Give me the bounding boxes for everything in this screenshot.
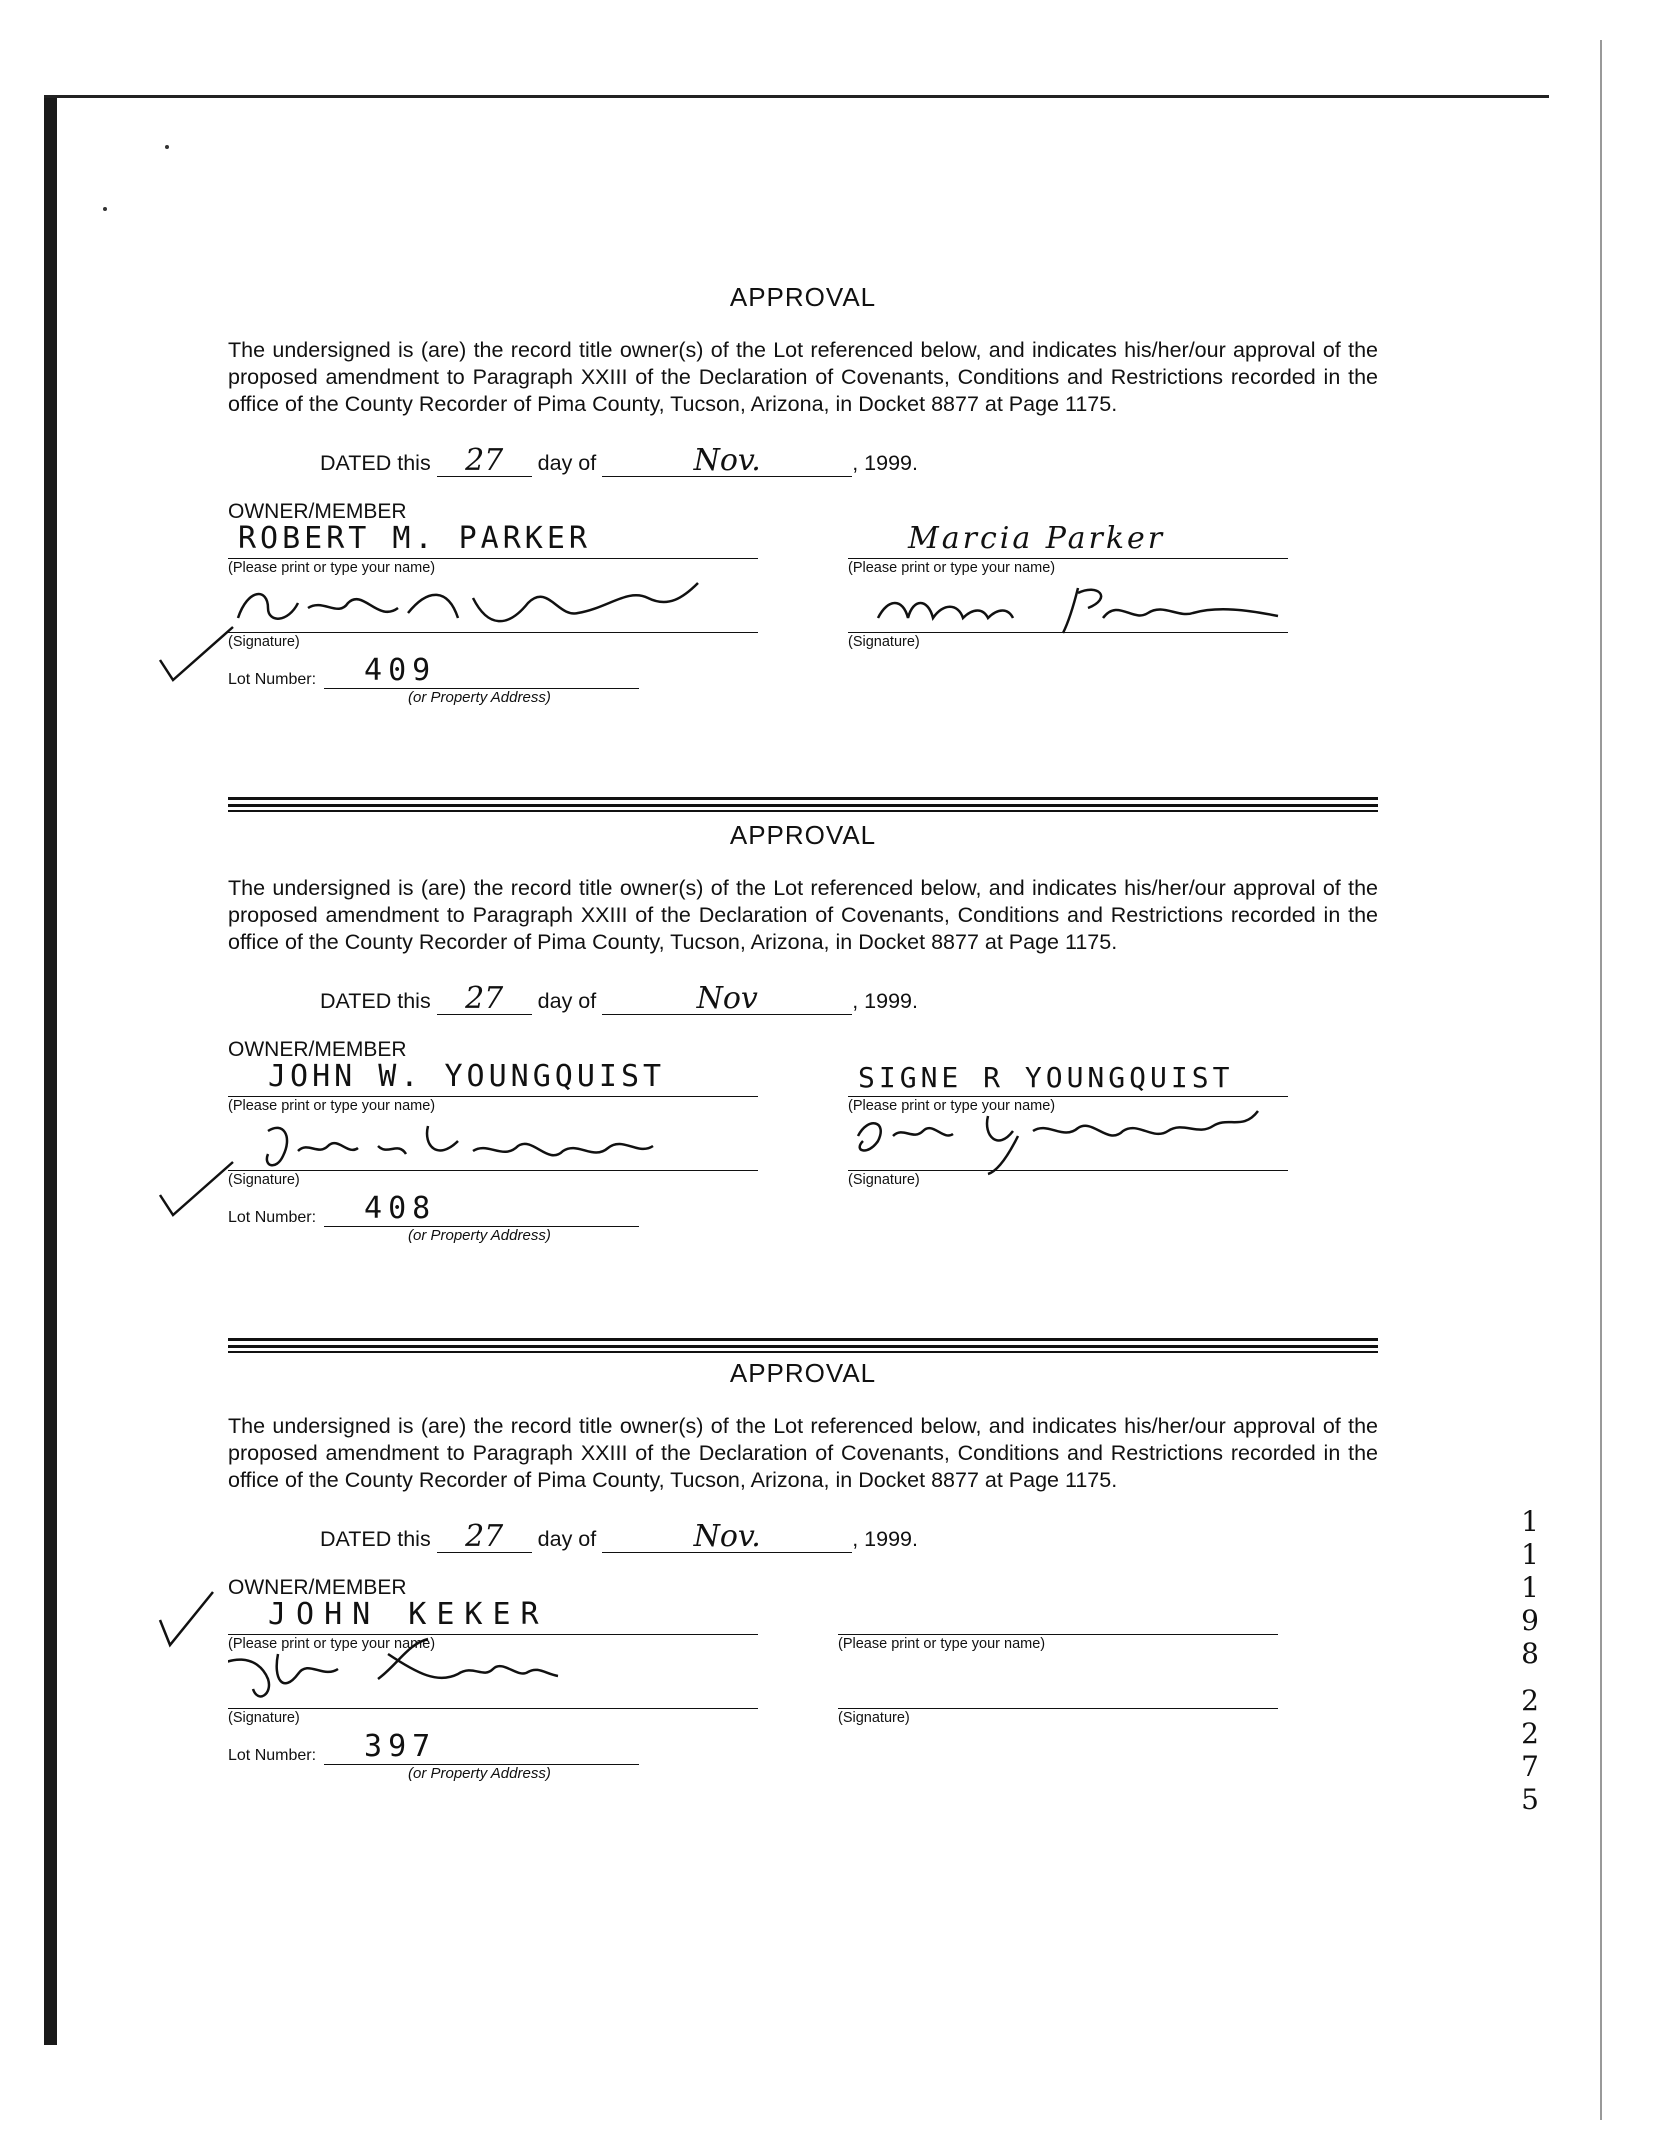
approval-section-1 (228, 282, 1378, 744)
owner2-signature-mark (848, 1096, 1288, 1176)
day-field[interactable]: 27 (437, 1522, 532, 1553)
recording-stamp-number (1510, 1505, 1550, 1816)
owner-fields (228, 1597, 1378, 1820)
month-field[interactable]: Nov. (602, 446, 852, 477)
owner2-name-field[interactable] (848, 521, 1288, 576)
stamp-digit: 9 (1521, 1604, 1539, 1637)
dated-line (320, 443, 1378, 480)
dated-this-label: DATED this (320, 451, 431, 475)
lot-number-value: 397 (364, 1729, 437, 1764)
signature-caption: (Signature) (838, 1710, 910, 1726)
owner2-name: SIGNE R YOUNGQUIST (858, 1061, 1234, 1094)
dated-line (320, 981, 1378, 1018)
day-of-label: day of (537, 451, 597, 475)
owner2-signature-field[interactable] (848, 1128, 1288, 1188)
print-name-caption: (Please print or type your name) (228, 1636, 436, 1652)
owner1-name-field[interactable] (228, 521, 758, 576)
property-address-caption: (or Property Address) (408, 689, 551, 706)
lot-number-field[interactable] (324, 1191, 639, 1227)
approval-section-2 (228, 820, 1378, 1282)
checkmark-icon (158, 1160, 238, 1220)
dated-this-label: DATED this (320, 989, 431, 1013)
stamp-digit: 1 (1521, 1571, 1539, 1604)
signature-caption: (Signature) (228, 1172, 300, 1188)
owner2-signature-field[interactable] (848, 590, 1288, 650)
day-field[interactable]: 27 (437, 984, 532, 1015)
lot-number-value: 409 (364, 653, 437, 688)
lot-number-label: Lot Number: (228, 1747, 317, 1764)
owner-fields (228, 521, 1378, 744)
scan-right-edge (1600, 40, 1602, 2120)
checkmark-icon (158, 1590, 218, 1650)
stamp-digit: 2 (1521, 1717, 1539, 1750)
section-divider (228, 1338, 1378, 1353)
stamp-digit: 8 (1521, 1637, 1539, 1670)
owner-member-label: OWNER/MEMBER (228, 1576, 407, 1599)
year-label: , 1999. (852, 451, 918, 475)
dated-line (320, 1519, 1378, 1556)
scan-speck (103, 207, 107, 211)
property-address-caption: (or Property Address) (408, 1765, 551, 1782)
lot-number-field[interactable] (324, 653, 639, 689)
owner1-signature-field[interactable] (228, 590, 758, 650)
lot-number-row (228, 1191, 639, 1244)
lot-number-label: Lot Number: (228, 671, 317, 688)
stamp-digit: 1 (1521, 1538, 1539, 1571)
stamp-digit: 7 (1521, 1750, 1539, 1783)
signature-caption: (Signature) (848, 634, 920, 650)
checkmark-icon (158, 625, 238, 685)
stamp-digit: 1 (1521, 1505, 1539, 1538)
scan-top-border (44, 95, 1549, 98)
lot-number-row (228, 653, 639, 706)
owner1-name: JOHN KEKER (268, 1597, 549, 1632)
owner1-signature-mark (228, 1634, 688, 1714)
lot-number-field[interactable] (324, 1729, 639, 1765)
signature-caption: (Signature) (848, 1172, 920, 1188)
property-address-caption: (or Property Address) (408, 1227, 551, 1244)
signature-caption: (Signature) (228, 1710, 300, 1726)
stamp-digit: 5 (1521, 1783, 1539, 1816)
day-of-label: day of (537, 989, 597, 1013)
owner-fields (228, 1059, 1378, 1282)
month-field[interactable]: Nov. (602, 1522, 852, 1553)
day-field[interactable]: 27 (437, 446, 532, 477)
approval-heading: APPROVAL (729, 282, 877, 312)
signature-caption: (Signature) (228, 634, 300, 650)
print-name-caption: (Please print or type your name) (228, 560, 436, 576)
owner1-name: JOHN W. YOUNGQUIST (268, 1059, 666, 1094)
owner1-name-field[interactable] (228, 1059, 758, 1114)
approval-heading: APPROVAL (729, 1358, 877, 1388)
approval-heading: APPROVAL (729, 820, 877, 850)
print-name-caption: (Please print or type your name) (848, 1098, 1056, 1114)
section-divider (228, 797, 1378, 812)
owner1-signature-field[interactable] (228, 1128, 758, 1188)
owner1-name: ROBERT M. PARKER (238, 521, 591, 556)
print-name-caption: (Please print or type your name) (228, 1098, 436, 1114)
year-label: , 1999. (852, 989, 918, 1013)
owner2-name: Marcia Parker (908, 521, 1166, 556)
owner1-signature-mark (228, 1116, 708, 1176)
owner1-signature-mark (228, 578, 708, 638)
approval-paragraph: The undersigned is (are) the record title owner(s) of the Lot referenced below, and indicates his/her/our approval of the proposed amendment to Paragraph XXIII of the Declaration of Covenants, Conditions and Restrictions recorded in the office of the County Recorder of Pima County, Tucson, Arizona, in Docket 8877 at Page 1175. (228, 1414, 1378, 1492)
year-label: , 1999. (852, 1527, 918, 1551)
lot-number-value: 408 (364, 1191, 437, 1226)
approval-paragraph: The undersigned is (are) the record title owner(s) of the Lot referenced below, and indicates his/her/our approval of the proposed amendment to Paragraph XXIII of the Declaration of Covenants, Conditions and Restrictions recorded in the office of the County Recorder of Pima County, Tucson, Arizona, in Docket 8877 at Page 1175. (228, 876, 1378, 954)
lot-number-label: Lot Number: (228, 1209, 317, 1226)
scan-left-border (44, 95, 57, 2045)
lot-number-row (228, 1729, 639, 1782)
dated-this-label: DATED this (320, 1527, 431, 1551)
approval-section-3 (228, 1358, 1378, 1820)
owner2-signature-field[interactable] (838, 1666, 1278, 1726)
print-name-caption: (Please print or type your name) (848, 560, 1056, 576)
owner-member-label: OWNER/MEMBER (228, 500, 407, 523)
owner1-signature-field[interactable] (228, 1666, 758, 1726)
stamp-digit: 2 (1521, 1684, 1539, 1717)
scan-speck (165, 145, 169, 149)
print-name-caption: (Please print or type your name) (838, 1636, 1046, 1652)
month-field[interactable]: Nov (602, 984, 852, 1015)
owner2-signature-mark (848, 578, 1288, 638)
owner-member-label: OWNER/MEMBER (228, 1038, 407, 1061)
day-of-label: day of (537, 1527, 597, 1551)
owner2-name-field[interactable] (838, 1600, 1278, 1652)
approval-paragraph: The undersigned is (are) the record title owner(s) of the Lot referenced below, and indicates his/her/our approval of the proposed amendment to Paragraph XXIII of the Declaration of Covenants, Conditions and Restrictions recorded in the office of the County Recorder of Pima County, Tucson, Arizona, in Docket 8877 at Page 1175. (228, 338, 1378, 416)
